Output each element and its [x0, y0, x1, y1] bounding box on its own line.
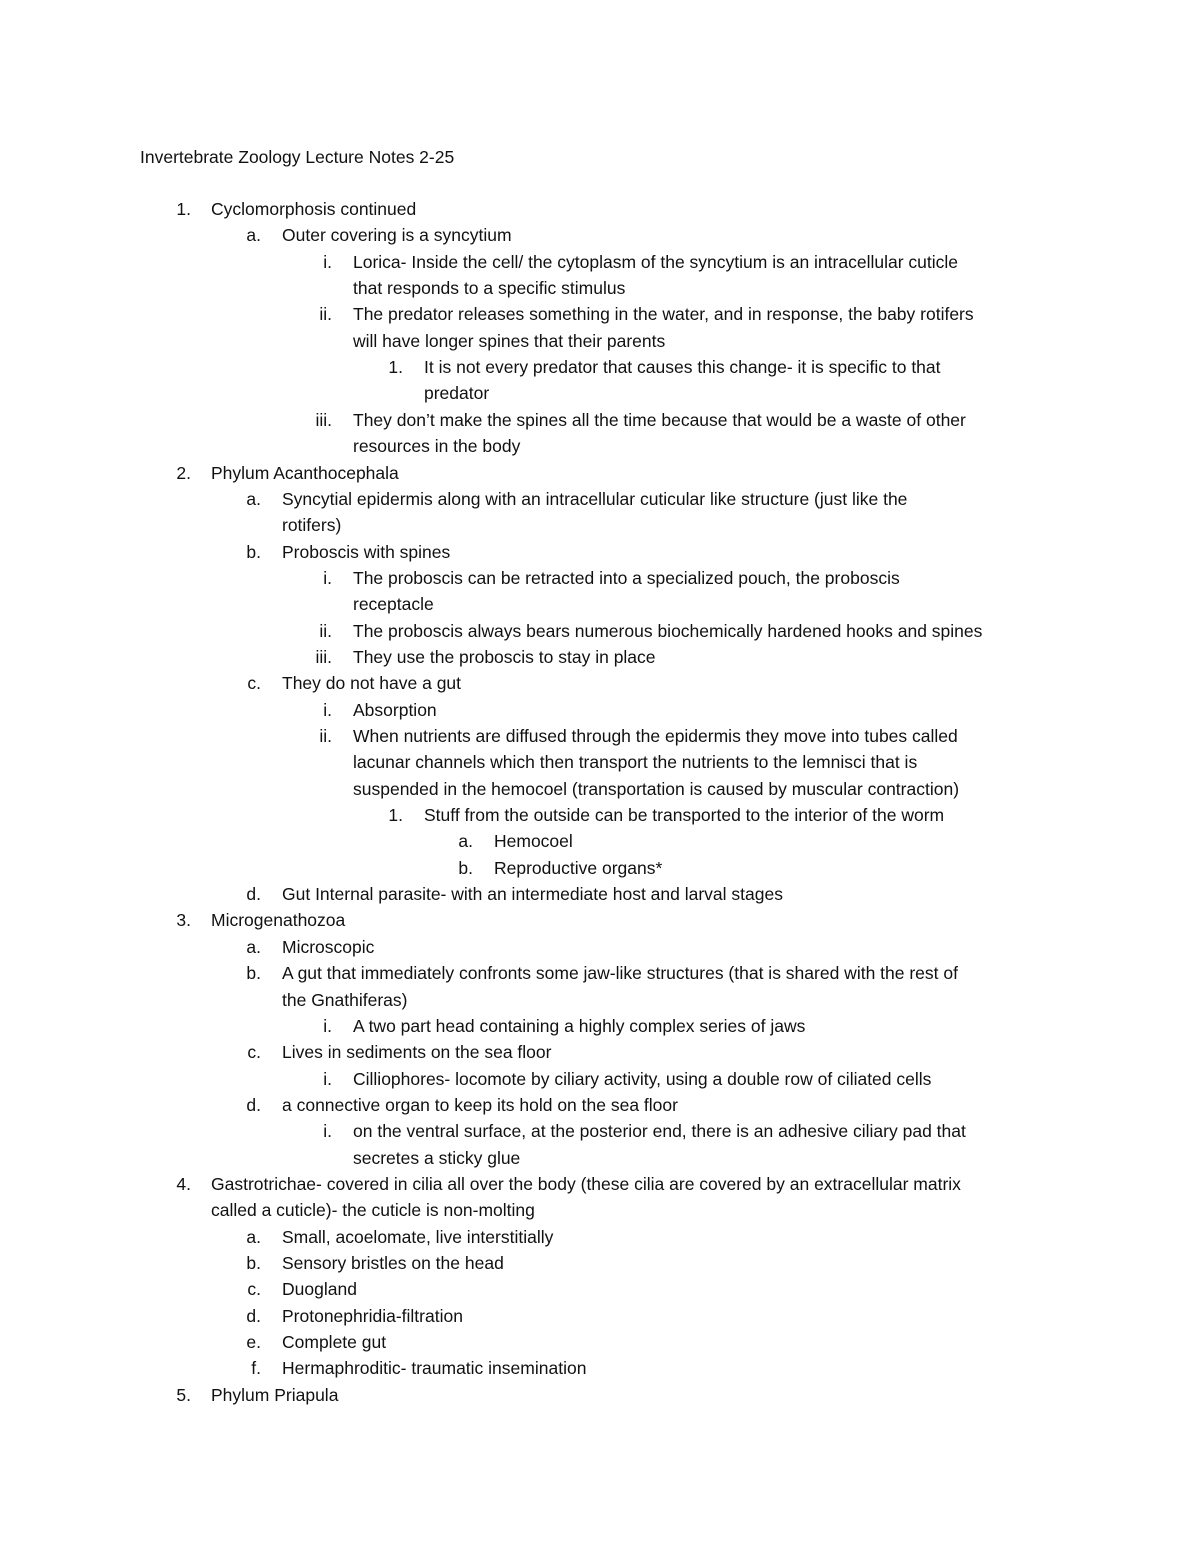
list-item-text: resources in the body — [353, 436, 521, 457]
list-item-text: Protonephridia-filtration — [282, 1305, 463, 1326]
list-item-text: will have longer spines that their parents — [353, 330, 666, 351]
outline-line — [0, 1303, 1200, 1329]
list-item-text: Phylum Acanthocephala — [211, 462, 399, 483]
list-item-text: Sensory bristles on the head — [282, 1253, 504, 1273]
list-marker: e. — [246, 1332, 261, 1353]
outline-line — [0, 1145, 1200, 1171]
outline-line — [0, 460, 1200, 486]
list-item-text: rotifers) — [282, 515, 342, 536]
list-item-text: Phylum Priapula — [211, 1384, 339, 1405]
outline-line — [0, 196, 1200, 222]
outline-line — [0, 591, 1200, 617]
outline-line — [0, 987, 1200, 1013]
list-item-text: on the ventral surface, at the posterior end, there is an adhesive ciliary pad that — [353, 1121, 966, 1142]
list-item-text: suspended in the hemocoel (transportation is caused by muscular contraction) — [353, 778, 960, 799]
outline-line — [0, 644, 1200, 670]
list-item-text: secretes a sticky glue — [353, 1147, 521, 1168]
list-item-text: Cilliophores- locomote by ciliary activity, using a double row of ciliated cells — [353, 1068, 932, 1089]
outline-line — [0, 275, 1200, 301]
outline-line — [0, 301, 1200, 327]
outline-line — [0, 618, 1200, 644]
outline-line — [0, 407, 1200, 433]
list-marker: c. — [247, 673, 261, 694]
list-item-text: When nutrients are diffused through the epidermis they move into tubes called — [353, 726, 958, 746]
list-item-text: Hemocoel — [494, 831, 573, 852]
list-marker: i. — [323, 1121, 332, 1142]
outline-line — [0, 354, 1200, 380]
document-title: Invertebrate Zoology Lecture Notes 2-25 — [140, 147, 455, 167]
list-marker: b. — [246, 963, 261, 984]
outline-line — [0, 1092, 1200, 1118]
outline-line — [0, 486, 1200, 512]
list-marker: i. — [323, 567, 332, 588]
list-marker: c. — [247, 1279, 261, 1300]
outline-line — [0, 881, 1200, 907]
outline-line — [0, 1013, 1200, 1039]
outline-line — [0, 802, 1200, 828]
list-marker: d. — [246, 1305, 261, 1326]
list-marker: 2. — [176, 462, 191, 483]
list-item-text: Small, acoelomate, live interstitially — [282, 1226, 554, 1247]
list-item-text: Microscopic — [282, 936, 375, 957]
outline-line — [0, 723, 1200, 749]
outline-line — [0, 749, 1200, 775]
list-marker: c. — [247, 1042, 261, 1063]
outline-line — [0, 328, 1200, 354]
list-item-text: Complete gut — [282, 1332, 387, 1353]
outline-line — [0, 565, 1200, 591]
outline-line — [0, 1382, 1200, 1408]
list-item-text: It is not every predator that causes this change- it is specific to that — [424, 357, 941, 378]
list-marker: a. — [458, 831, 473, 852]
outline-line — [0, 1118, 1200, 1144]
list-item-text: Reproductive organs* — [494, 857, 663, 878]
outline-line — [0, 1066, 1200, 1092]
outline-line — [0, 855, 1200, 881]
list-item-text: Lives in sediments on the sea floor — [282, 1042, 552, 1063]
list-marker: b. — [458, 857, 473, 878]
list-item-text: Absorption — [353, 699, 437, 720]
list-marker: ii. — [319, 304, 332, 325]
list-item-text: lacunar channels which then transport the nutrients to the lemnisci that is — [353, 752, 918, 773]
list-item-text: Gastrotrichae- covered in cilia all over the body (these cilia are covered by an extracellular matrix — [211, 1173, 961, 1194]
outline-line — [0, 1224, 1200, 1250]
list-item-text: The proboscis always bears numerous biochemically hardened hooks and spines — [353, 620, 983, 641]
outline-line — [0, 222, 1200, 248]
list-marker: ii. — [319, 620, 332, 641]
list-item-text: Lorica- Inside the cell/ the cytoplasm of the syncytium is an intracellular cuticle — [353, 251, 958, 272]
list-item-text: The proboscis can be retracted into a specialized pouch, the proboscis — [353, 567, 900, 588]
list-item-text: Proboscis with spines — [282, 541, 451, 562]
list-marker: 3. — [176, 910, 191, 931]
list-marker: a. — [246, 225, 261, 246]
list-marker: d. — [246, 1094, 261, 1115]
outline-line — [0, 1276, 1200, 1302]
outline-line — [0, 512, 1200, 538]
list-marker: a. — [246, 1226, 261, 1247]
list-marker: 1. — [176, 199, 191, 219]
list-marker: iii. — [315, 646, 332, 667]
list-marker: i. — [323, 1015, 332, 1036]
list-item-text: They use the proboscis to stay in place — [353, 646, 656, 667]
outline-line — [0, 1197, 1200, 1223]
list-marker: i. — [323, 251, 332, 272]
list-marker: 1. — [388, 357, 403, 378]
list-item-text: a connective organ to keep its hold on the sea floor — [282, 1094, 678, 1115]
list-item-text: predator — [424, 383, 490, 404]
list-marker: iii. — [315, 409, 332, 430]
list-item-text: Gut Internal parasite- with an intermediate host and larval stages — [282, 884, 783, 905]
list-item-text: Hermaphroditic- traumatic insemination — [282, 1358, 587, 1379]
list-marker: a. — [246, 936, 261, 957]
outline-line — [0, 828, 1200, 854]
outline-line — [0, 380, 1200, 406]
list-item-text: The predator releases something in the water, and in response, the baby rotifers — [353, 304, 974, 325]
list-item-text: Cyclomorphosis continued — [211, 199, 417, 219]
list-item-text: receptacle — [353, 594, 434, 615]
list-marker: 5. — [176, 1384, 191, 1405]
list-marker: f. — [251, 1358, 261, 1379]
list-item-text: called a cuticle)- the cuticle is non-molting — [211, 1200, 535, 1221]
list-item-text: A gut that immediately confronts some jaw-like structures (that is shared with the rest of — [282, 963, 958, 984]
list-marker: i. — [323, 699, 332, 720]
outline-line — [0, 539, 1200, 565]
outline-line — [0, 776, 1200, 802]
outline-line — [0, 1329, 1200, 1355]
list-item-text: They do not have a gut — [282, 673, 462, 694]
list-item-text: Stuff from the outside can be transported to the interior of the worm — [424, 805, 945, 826]
outline-line — [0, 697, 1200, 723]
list-marker: i. — [323, 1068, 332, 1089]
list-item-text: Duogland — [282, 1279, 357, 1300]
outline-line — [0, 249, 1200, 275]
list-item-text: Microgenathozoa — [211, 910, 346, 931]
outline-line — [0, 934, 1200, 960]
list-item-text: A two part head containing a highly complex series of jaws — [353, 1015, 806, 1036]
list-marker: 4. — [176, 1173, 191, 1194]
list-marker: b. — [246, 1253, 261, 1273]
outline-line — [0, 960, 1200, 986]
outline-line — [0, 907, 1200, 933]
list-marker: ii. — [319, 726, 332, 746]
outline-line — [0, 1171, 1200, 1197]
outline-line — [0, 1039, 1200, 1065]
list-marker: d. — [246, 884, 261, 905]
list-item-text: that responds to a specific stimulus — [353, 278, 626, 299]
list-item-text: Syncytial epidermis along with an intracellular cuticular like structure (just like the — [282, 488, 908, 509]
list-marker: b. — [246, 541, 261, 562]
list-marker: 1. — [388, 805, 403, 826]
outline-line — [0, 433, 1200, 459]
list-item-text: Outer covering is a syncytium — [282, 225, 512, 246]
outline-line — [0, 670, 1200, 696]
list-item-text: the Gnathiferas) — [282, 989, 408, 1010]
outline-line — [0, 1355, 1200, 1381]
list-marker: a. — [246, 488, 261, 509]
outline-line — [0, 1250, 1200, 1276]
list-item-text: They don’t make the spines all the time because that would be a waste of other — [353, 409, 966, 430]
